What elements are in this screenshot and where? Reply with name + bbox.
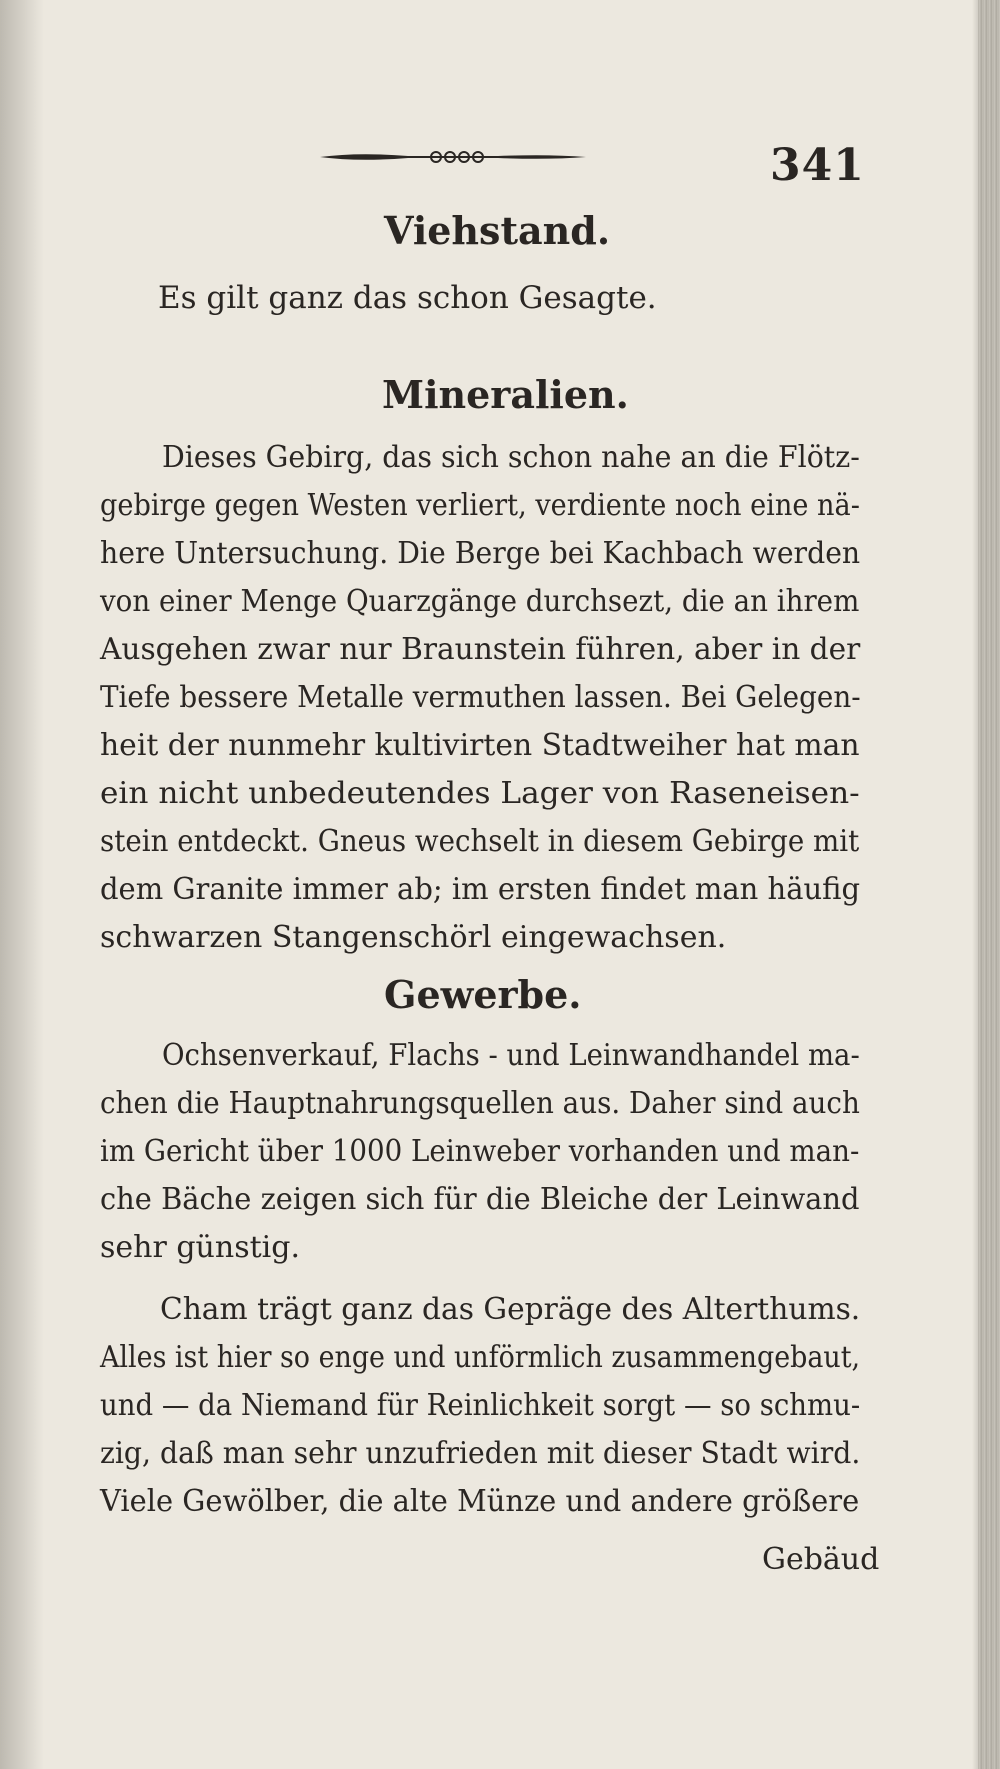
text-line: von einer Menge Quarzgänge durchsezt, die an ihrem — [100, 584, 860, 619]
text-line: Cham trägt ganz das Gepräge des Alterthums. — [160, 1292, 861, 1327]
text-line: Ausgehen zwar nur Braunstein führen, aber in der — [100, 632, 861, 667]
catchword: Gebäud — [762, 1542, 880, 1577]
text-line: stein entdeckt. Gneus wechselt in diesem Gebirge mit — [100, 824, 860, 859]
text-line: zig, daß man sehr unzufrieden mit dieser Stadt wird. — [100, 1436, 861, 1471]
text-line: ein nicht unbedeutendes Lager von Raseneisen- — [100, 776, 860, 811]
text-line: Viele Gewölber, die alte Münze und andere größere — [100, 1484, 860, 1519]
text-line: chen die Hauptnahrungsquellen aus. Daher sind auch — [100, 1086, 860, 1121]
text-line: im Gericht über 1000 Leinweber vorhanden und man- — [100, 1134, 860, 1169]
text-line: che Bäche zeigen sich für die Bleiche der Leinwand — [100, 1182, 860, 1217]
text-line: gebirge gegen Westen verliert, verdiente noch eine nä- — [100, 488, 860, 523]
text-line: Dieses Gebirg, das sich schon nahe an die Flötz- — [162, 440, 860, 475]
text-line: schwarzen Stangenschörl eingewachsen. — [100, 920, 727, 955]
gutter-shadow — [0, 0, 44, 1769]
text-line: sehr günstig. — [100, 1230, 300, 1265]
text-line: dem Granite immer ab; im ersten findet man häufig — [100, 872, 861, 907]
section-heading-mineralien: Mineralien. — [382, 372, 629, 417]
section-heading-viehstand: Viehstand. — [384, 208, 611, 253]
text-line: Ochsenverkauf, Flachs - und Leinwandhandel ma- — [162, 1038, 860, 1073]
page-number: 341 — [770, 140, 865, 191]
text-line: Tiefe bessere Metalle vermuthen lassen. Bei Gelegen- — [100, 680, 861, 715]
text-line: heit der nunmehr kultivirten Stadtweiher hat man — [100, 728, 860, 763]
text-line: Es gilt ganz das schon Gesagte. — [158, 280, 657, 316]
text-line: und — da Niemand für Reinlichkeit sorgt — so schmu- — [100, 1388, 861, 1423]
header-ornament-icon — [318, 150, 588, 164]
page-stack-edge — [978, 0, 1000, 1769]
section-heading-gewerbe: Gewerbe. — [384, 972, 582, 1017]
text-line: Alles ist hier so enge und unförmlich zusammengebaut, — [100, 1340, 861, 1375]
text-line: here Untersuchung. Die Berge bei Kachbach werden — [100, 536, 861, 571]
